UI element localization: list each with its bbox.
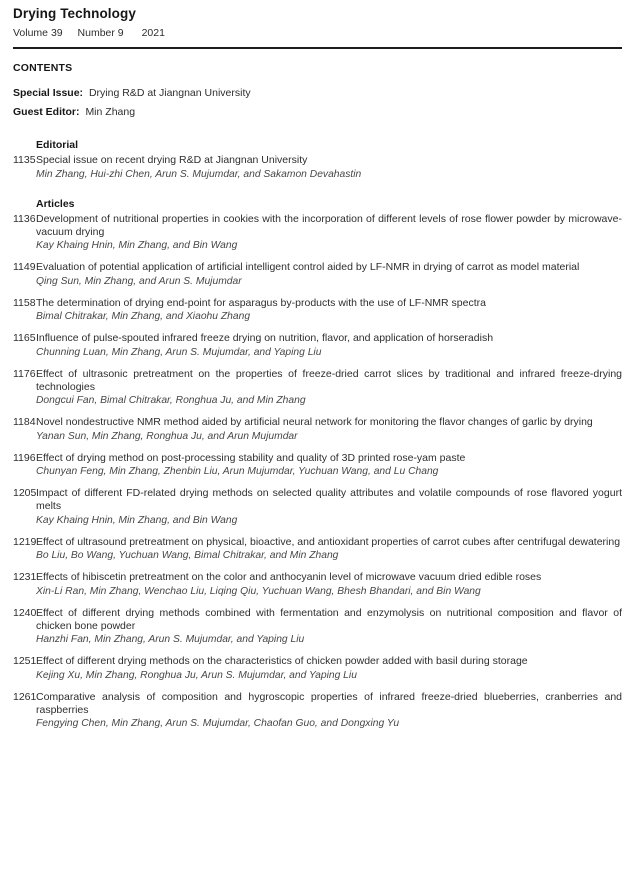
guest-editor-value: Min Zhang	[85, 106, 136, 118]
entry-page-number: 1149	[13, 261, 36, 273]
entry-authors: Xin-Li Ran, Min Zhang, Wenchao Liu, Liqing Qiu, Yuchuan Wang, Bhesh Bhandari, and Bin Wang	[36, 585, 481, 597]
section-entries	[13, 213, 622, 731]
entry-authors: Chunyan Feng, Min Zhang, Zhenbin Liu, Arun Mujumdar, Yuchuan Wang, and Lu Chang	[36, 466, 439, 477]
entry-authors: Qing Sun, Min Zhang, and Arun S. Mujumdar	[36, 275, 242, 287]
special-issue-value: Drying R&D at Jiangnan University	[88, 87, 251, 99]
entry-title: Impact of different FD-related drying methods on selected quality attributes and volatile compounds of rose flavored yogurt melts	[36, 487, 622, 512]
entry-title: Effect of ultrasonic pretreatment on the properties of freeze-dried carrot slices by traditional and infrared freeze-drying technologies	[36, 367, 622, 393]
toc-entry	[13, 571, 622, 598]
journal-title: Drying Technology	[13, 6, 136, 21]
entry-body	[36, 571, 622, 598]
entry-page-number: 1219	[13, 535, 37, 548]
toc-entry	[13, 691, 622, 731]
toc-entry	[13, 607, 622, 647]
toc-entry	[13, 261, 622, 288]
toc-section	[13, 139, 622, 181]
toc-entry	[13, 416, 622, 443]
entry-body	[36, 655, 622, 682]
entry-page-number: 1231	[13, 571, 37, 583]
entry-body	[36, 332, 622, 359]
entry-authors: Kejing Xu, Min Zhang, Ronghua Ju, Arun S. Mujumdar, and Yaping Liu	[36, 669, 357, 681]
entry-title: Special issue on recent drying R&D at Jiangnan University	[36, 154, 308, 166]
entry-title: The determination of drying end-point for asparagus by-products with the use of LF-NMR spectra	[36, 296, 486, 309]
entry-body	[36, 416, 622, 443]
entry-title: Effects of hibiscetin pretreatment on the color and anthocyanin level of microwave vacuum dried edible roses	[36, 571, 542, 583]
entry-body	[36, 213, 622, 253]
guest-editor-label: Guest Editor:	[13, 106, 80, 118]
entry-authors: Dongcui Fan, Bimal Chitrakar, Ronghua Ju, and Min Zhang	[36, 395, 306, 406]
section-heading: Articles	[36, 197, 75, 210]
entry-title: Evaluation of potential application of artificial intelligent control aided by LF-NMR in drying of carrot as model material	[36, 261, 580, 273]
toc-entry	[13, 536, 622, 563]
entry-page-number: 1158	[13, 296, 36, 309]
entry-authors: Fengying Chen, Min Zhang, Arun S. Mujumdar, Chaofan Guo, and Dongxing Yu	[36, 718, 400, 729]
entry-body	[36, 452, 622, 479]
special-issue-line	[13, 87, 622, 99]
toc-entry	[13, 452, 622, 479]
entry-body	[36, 154, 622, 181]
toc-entry	[13, 332, 622, 359]
section-entries	[13, 154, 622, 181]
toc-entry	[13, 297, 622, 324]
year-label: 2021	[141, 27, 165, 39]
entry-title: Effect of ultrasound pretreatment on physical, bioactive, and antioxidant properties of carrot cubes after centrifugal dewatering	[36, 535, 621, 548]
entry-page-number: 1240	[13, 606, 37, 619]
entry-authors: Yanan Sun, Min Zhang, Ronghua Ju, and Arun Mujumdar	[36, 430, 298, 442]
entry-body	[36, 487, 622, 527]
entry-page-number: 1261	[13, 690, 37, 703]
entry-page-number: 1135	[13, 154, 36, 166]
entry-title: Effect of drying method on post-processing stability and quality of 3D printed rose-yam paste	[36, 451, 466, 464]
entry-page-number: 1165	[13, 332, 36, 344]
entry-body	[36, 536, 622, 563]
issue-number-label: Number 9	[77, 27, 124, 39]
issue-info-line	[13, 27, 622, 39]
entry-page-number: 1205	[13, 487, 37, 499]
entry-body	[36, 297, 622, 324]
toc-entry	[13, 368, 622, 408]
entry-title: Development of nutritional properties in cookies with the incorporation of different levels of rose flower powder by microwave-vacuum drying	[36, 212, 622, 238]
entry-authors: Min Zhang, Hui-zhi Chen, Arun S. Mujumdar, and Sakamon Devahastin	[36, 168, 362, 180]
toc-entry	[13, 154, 622, 181]
entry-authors: Chunning Luan, Min Zhang, Arun S. Mujumdar, and Yaping Liu	[36, 346, 322, 358]
entry-title: Influence of pulse-spouted infrared freeze drying on nutrition, flavor, and application of horseradish	[36, 332, 494, 344]
entry-authors: Hanzhi Fan, Min Zhang, Arun S. Mujumdar, and Yaping Liu	[36, 634, 305, 645]
toc-entry	[13, 487, 622, 527]
entry-authors: Kay Khaing Hnin, Min Zhang, and Bin Wang	[36, 514, 238, 526]
special-issue-label: Special Issue:	[13, 87, 84, 99]
section-heading: Editorial	[36, 139, 79, 151]
entry-title: Novel nondestructive NMR method aided by artificial neural network for monitoring the flavor changes of garlic by drying	[36, 416, 593, 428]
entry-authors: Bo Liu, Bo Wang, Yuchuan Wang, Bimal Chitrakar, and Min Zhang	[36, 550, 339, 561]
entry-body	[36, 691, 622, 731]
entry-body	[36, 607, 622, 647]
entry-authors: Bimal Chitrakar, Min Zhang, and Xiaohu Zhang	[36, 311, 251, 322]
entry-title: Comparative analysis of composition and hygroscopic properties of infrared freeze-dried blueberries, cranberries and raspberries	[36, 690, 622, 716]
entry-body	[36, 261, 622, 288]
entry-title: Effect of different drying methods combined with fermentation and enzymolysis on nutritional composition and flavor of chicken bone powder	[36, 606, 622, 632]
header-divider	[13, 47, 622, 49]
entry-page-number: 1136	[13, 212, 36, 225]
guest-editor-line	[13, 106, 622, 118]
toc-sections	[13, 139, 622, 730]
toc-entry	[13, 655, 622, 682]
contents-heading: CONTENTS	[13, 62, 73, 74]
entry-body	[36, 368, 622, 408]
entry-authors: Kay Khaing Hnin, Min Zhang, and Bin Wang	[36, 240, 238, 251]
volume-label: Volume 39	[13, 27, 63, 39]
toc-entry	[13, 213, 622, 253]
entry-page-number: 1176	[13, 367, 36, 380]
entry-page-number: 1196	[13, 451, 36, 464]
entry-title: Effect of different drying methods on the characteristics of chicken powder added with basil during storage	[36, 655, 528, 667]
entry-page-number: 1251	[13, 655, 37, 667]
toc-section	[13, 198, 622, 731]
entry-page-number: 1184	[13, 416, 36, 428]
